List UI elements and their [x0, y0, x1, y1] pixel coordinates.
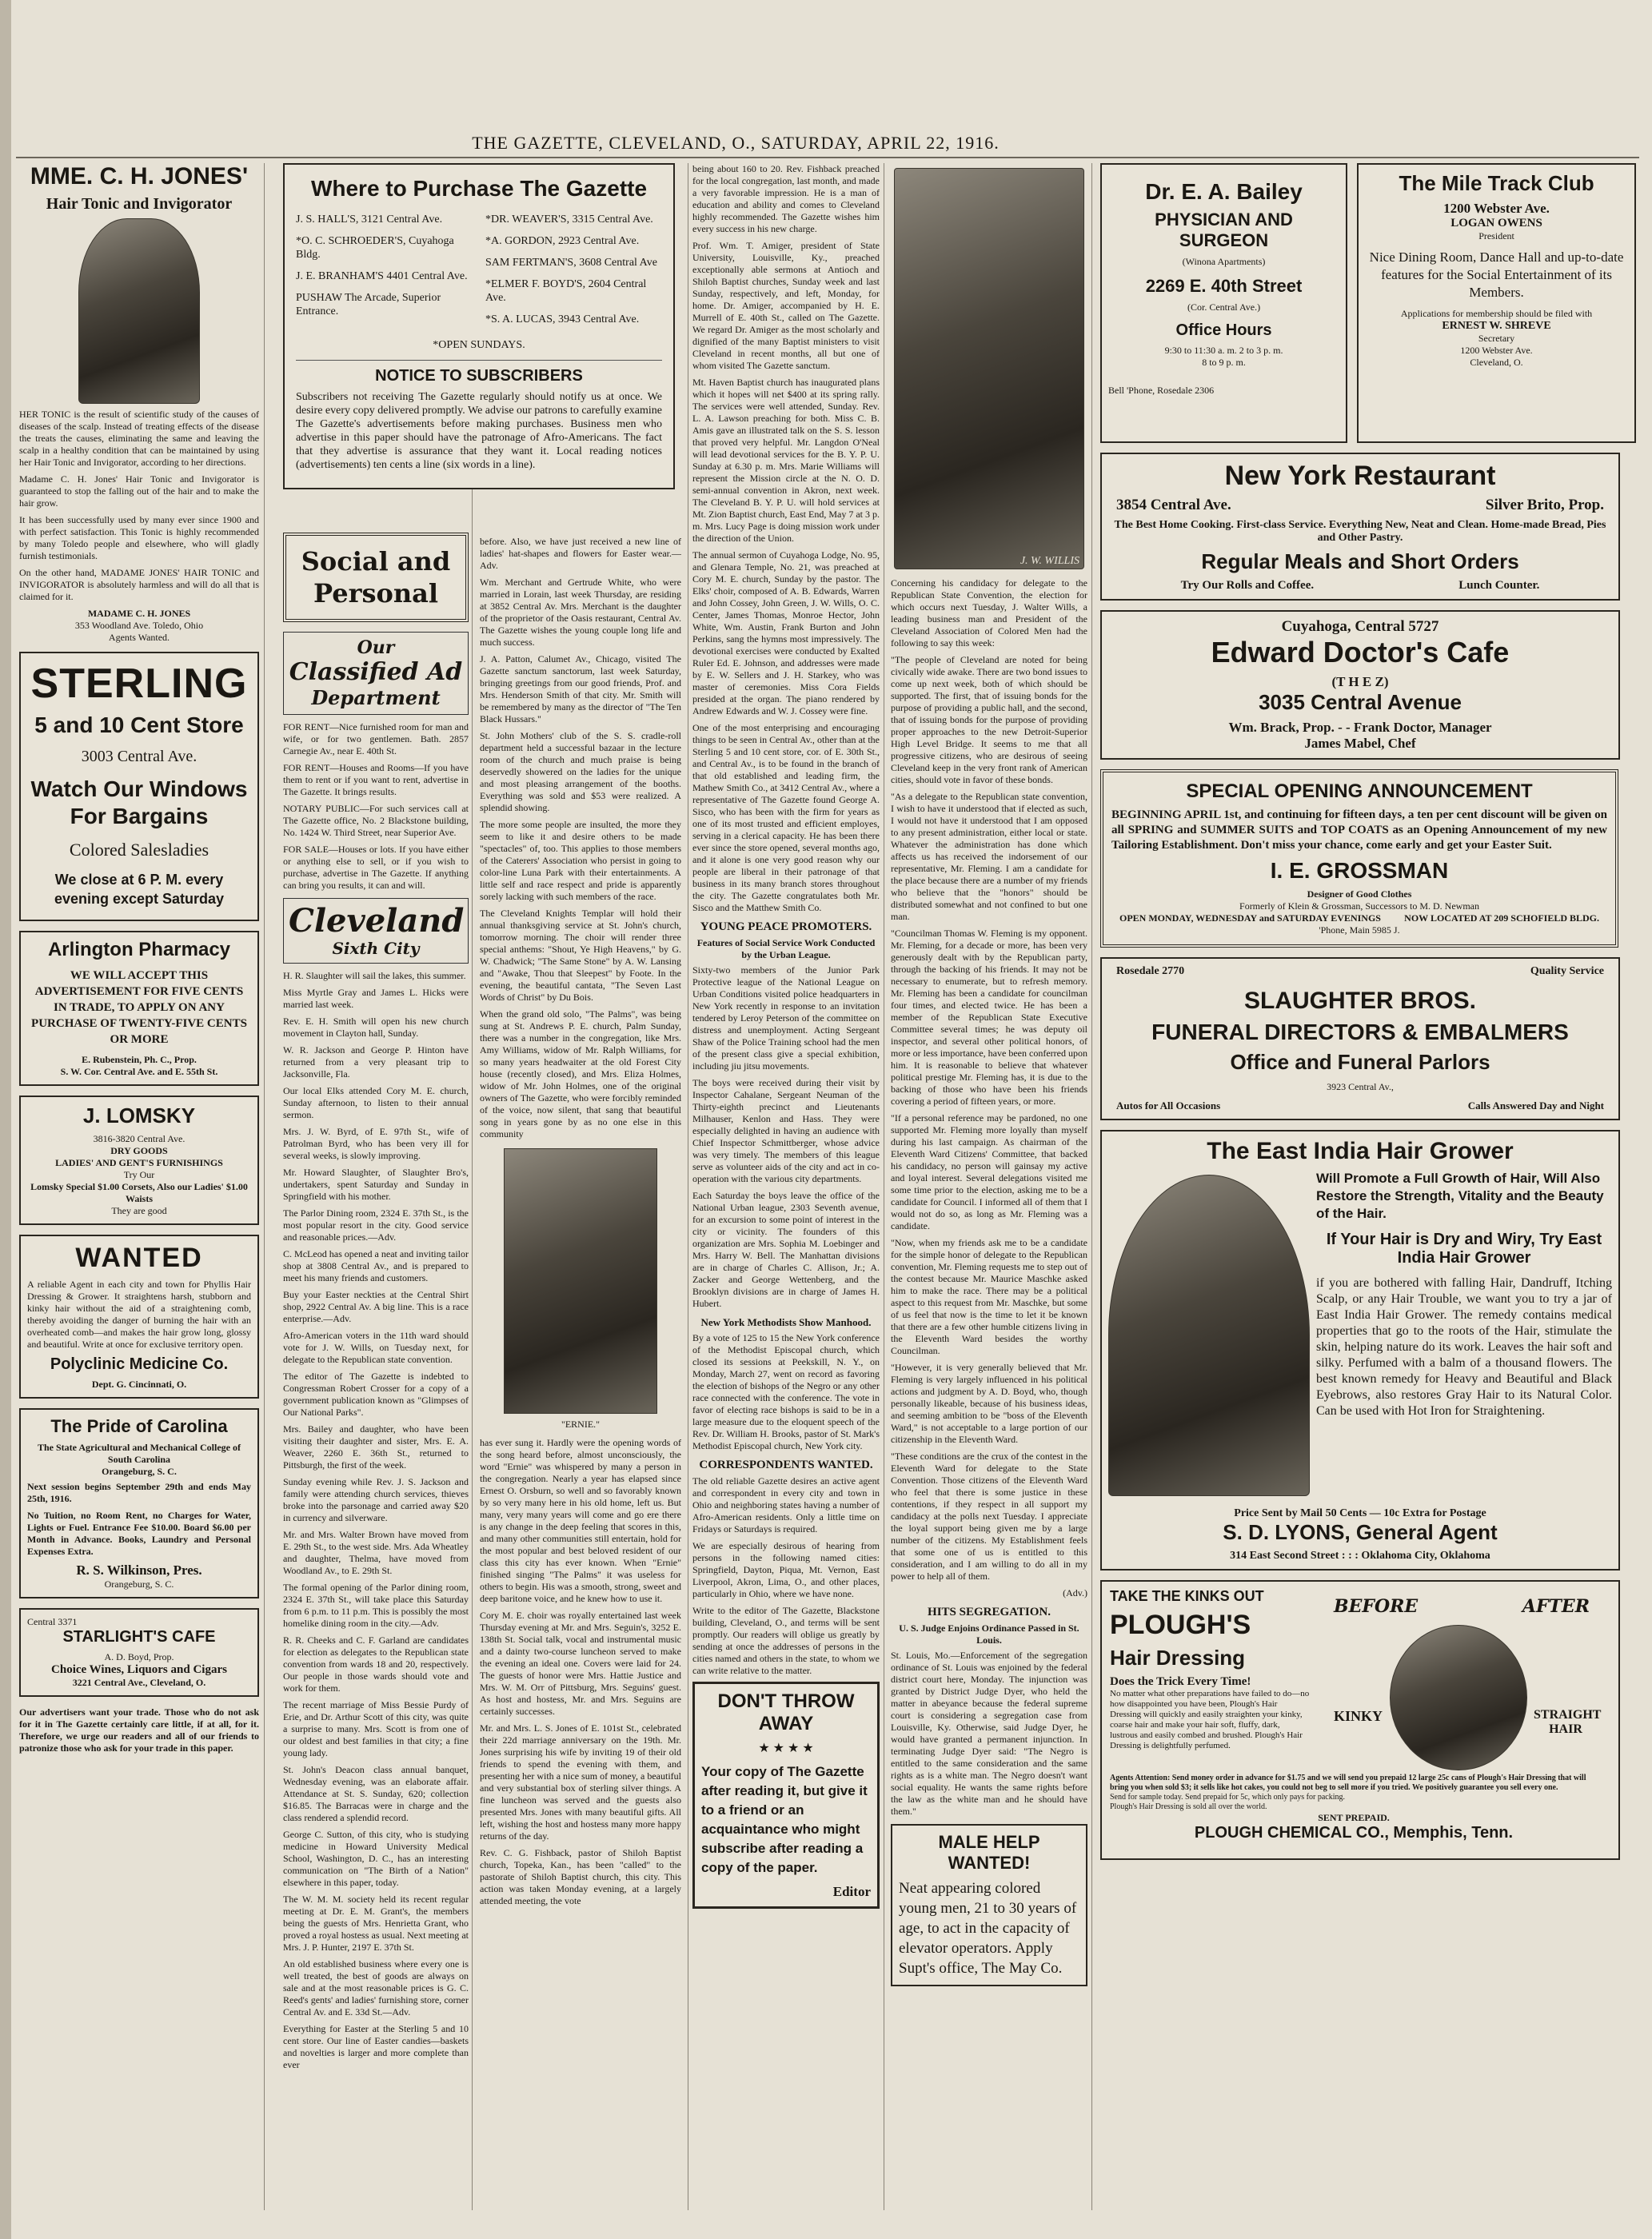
jones-title: MME. C. H. JONES'	[30, 163, 249, 190]
sterling-ad	[19, 652, 259, 921]
willis-body: "Councilman Thomas W. Fleming is my opponent. Mr. Fleming, for a decade or more, has been very generously dealt with by the Republican party, through the backing of his friends. It may not be necessary to enumerate, but to refresh memory. Mr. Fleming has been a candidate for councilman four times, and elected twice. He has been a member of the Republican State Executive Committee several times; he was deputy oil inspector, and several other political honors, of more or less importance, have been conferred upon him. It is reasonable to believe that whatever political prestige Mr. Fleming has, it is due to the backing of those who have been his friends covering a period of fifteen years, or more.	[891, 928, 1087, 1107]
cleveland-item: Rev. E. H. Smith will open his new church movement in Clayton hall, Sunday.	[283, 1016, 469, 1039]
slaughter-quality: Quality Service	[1530, 965, 1604, 977]
lomsky-address: 3816-3820 Central Ave.	[93, 1133, 186, 1144]
social-item: Cory M. E. choir was royally entertained last week Thursday evening at Mr. and Mrs. Seguin's, 3252 E. 138th St. Social talk, vocal and instrumental music and a dainty two-course luncheon served to make the evening an ideal one. Covers were laid for 24. The guests of honor were Mrs. Hattie Justice and Mrs. W. M. Orr of Pittsburg, Mrs. Seguins' guest. As host and hostess, Mr. and Mrs. Seguins are certainly successes.	[480, 1610, 681, 1717]
starlight-address: 3221 Central Ave., Cleveland, O.	[72, 1677, 206, 1688]
social-item: The annual sermon of Cuyahoga Lodge, No. 95, and Glenara Temple, No. 21, was preached at Cory M. E. church, Sunday by the pastor. The Elks' choir, composed of A. B. Edwards, Warren and John Cossey, John Green, J. W. Wills, O. C. Center, James Thomas, Monroe Hector, John White, Wm. Austin, Frank Burton and John Perkins, sang the hymns most impressively. The devotional exercises were conducted by Exalted Ruler Ed. E. Johnson, and addresses were made by E. W. Sellers and J. H. Starkey, who was master of ceremonies. Miss Cora Fields presided at the organ. The piano rendered by Andrew Edwards and W. J. Cossey were fine.	[692, 549, 880, 716]
cleveland-subtitle: Sixth City	[332, 939, 420, 958]
column-6	[1100, 163, 1636, 1870]
lomsky-line5: They are good	[111, 1205, 167, 1216]
lomsky-line1: DRY GOODS	[110, 1145, 168, 1156]
plough-name: PLOUGH'S	[1110, 1610, 1251, 1640]
purchase-location: *A. GORDON, 2923 Central Ave.	[485, 235, 640, 247]
eastindia-agent: S. D. LYONS, General Agent	[1223, 1520, 1498, 1544]
cleveland-item: H. R. Slaughter will sail the lakes, this summer.	[283, 970, 466, 981]
bailey-hours-2: 8 to 9 p. m.	[1202, 357, 1246, 368]
cleveland-item: The W. M. M. society held its recent regular meeting at Dr. E. M. Grant's, the members being the guests of Mrs. Henrietta Grant, who proved a royal hostess as usual. Next meeting at Mrs. J. P. Hunter, 2197 E. 37th St.	[283, 1894, 469, 1953]
throw-signature: Editor	[832, 1884, 871, 1899]
cleveland-item: R. R. Cheeks and C. F. Garland are candidates for election as delegates to the Republican state convention from wards 18 and 20, respectively. Our people in those wards should vote and work for them.	[283, 1634, 469, 1694]
column-3	[480, 536, 681, 1912]
cleveland-item: George C. Sutton, of this city, who is studying medicine in Howard University Medical School, Washington, D. C., has an interesting communication on "The Birth of a Nation" elsewhere in this paper, today.	[283, 1829, 469, 1888]
classified-heading	[283, 632, 469, 715]
social-item: J. A. Patton, Calumet Av., Chicago, visited The Gazette sanctum sanctorum, last week Saturday, bringing greetings from our good friends, Prof. and Mrs. Henderson Smith of that city. Mr. Smith will be remembered by many as the director of "The Ten Black Hussars."	[480, 653, 681, 724]
plough-kinks: TAKE THE KINKS OUT	[1110, 1588, 1264, 1604]
social-item: Wm. Merchant and Gertrude White, who were married in Lorain, last week Thursday, are residing at 3852 Central Av. Mrs. Merchant is the daughter of the proprietor of the Oasis restaurant, Central Av. The Gazette wishes the young couple long life and much success.	[480, 577, 681, 648]
purchase-list	[296, 213, 662, 334]
slaughter-bottom-row	[1108, 1100, 1612, 1112]
east-india-hair-grower-ad	[1100, 1130, 1620, 1570]
plough-text-column	[1110, 1588, 1310, 1751]
social-item: Prof. Wm. T. Amiger, president of State University, Louisville, Ky., preached exceptionally able sermons at Antioch and Shiloh Baptist churches, Sunday week and last Sunday, respectively, and left, Monday, for home. Dr. Amiger, accompanied by H. E. Murrell of E. 40th St., called on The Gazette. We regard Dr. Amiger as the most scholarly and dignified of the many Baptist ministers to visit Cleveland in recent months, all but one of whom visited The Gazette sanctum.	[692, 240, 880, 371]
cleveland-item: The editor of The Gazette is indebted to Congressman Robert Crosser for a copy of a government publication known as "Glimpses of Our National Parks".	[283, 1371, 469, 1418]
plough-company: PLOUGH CHEMICAL CO., Memphis, Tenn.	[1194, 1824, 1514, 1842]
carolina-place: Orangeburg, S. C.	[102, 1466, 177, 1477]
dont-throw-away-ad	[692, 1682, 880, 1909]
page-binding-edge	[0, 0, 11, 2239]
cleveland-item: The formal opening of the Parlor dining room, 2324 E. 37th St., will take place this Saturday from 6 p.m. to 11 p.m. This is possibly the most homelike dining room in the city.—Adv.	[283, 1582, 469, 1629]
purchase-area	[283, 163, 675, 499]
peace-title: YOUNG PEACE PROMOTERS.	[700, 920, 872, 933]
grossman-former: Formerly of Klein & Grossman, Successors to M. D. Newman	[1239, 900, 1479, 912]
column-5	[891, 163, 1087, 1996]
cleveland-item: Mrs. Bailey and daughter, who have been visiting their daughter and sister, Mrs. E. A. Weaver, 2260 E. 36th St., returned to Pittsburgh, the first of the week.	[283, 1423, 469, 1471]
classified-title-3: Department	[311, 686, 441, 709]
arlington-ad	[19, 931, 259, 1086]
willis-adv: (Adv.)	[1063, 1587, 1087, 1598]
slaughter-top-row	[1108, 965, 1612, 978]
notice-body: Subscribers not receiving The Gazette regularly should notify us at once. We desire every copy delivered promptly. We advise our patrons to carefully examine The Gazette's advertisements before making purchases. Business men who advertise in this paper should have the patronage of Afro-Americans. The fact that they advertise is assurance that they want it. Local reading notices (advertisements) ten cents a line (six words in a line).	[296, 391, 662, 471]
plough-hair-dressing-ad	[1100, 1580, 1620, 1860]
classified-item: NOTARY PUBLIC—For such services call at The Gazette office, No. 2 Blackstone building, No. 1424 W. Third Street, near Superior Ave.	[283, 803, 469, 838]
lomsky-title: J. LOMSKY	[82, 1104, 196, 1127]
advertisers-note: Our advertisers want your trade. Those who do not ask for it in The Gazette certainly care little, if at all, for it. Therefore, we urge our readers and all of our friends to patronize those who ask for your trade in this paper.	[19, 1706, 259, 1754]
plough-body: No matter what other preparations have failed to do—no how disappointed you have been, Plough's Hair Dressing will quickly and easily straighten your kinky, coarse hair and make your hair soft, fluffy, dark, lustrous and easily combed and brushed. Plough's Hair Dressing is delightfully perfumed.	[1110, 1689, 1310, 1750]
cleveland-item: C. McLeod has opened a neat and inviting tailor shop at 3808 Central Av., and is prepared to meet his many friends and customers.	[283, 1248, 469, 1283]
slaughter-phone: Rosedale 2770	[1116, 965, 1185, 977]
edward-doctor-cafe-ad	[1100, 610, 1620, 760]
new-york-restaurant-ad	[1100, 453, 1620, 601]
starlight-line: Choice Wines, Liquors and Cigars	[51, 1663, 227, 1676]
lomsky-line3: Try Our	[123, 1169, 155, 1180]
peace-body: The boys were received during their visit by Inspector Cahalane, Sergeant Neuman of the Thirty-eighth precinct and Lieutenants Milhauser, Kenlon and Hass. They were especially delighted in having an audience with Chief Inspector Schmittberger, whose advice was very timely. The members of this league serve as volunteer aids of the city and act in co-operation with the various city departments.	[692, 1077, 880, 1184]
segregation-body: St. Louis, Mo.—Enforcement of the segregation ordinance of St. Louis was enjoined by the federal district court here, Monday. The injunction was granted by District Judge Dyer, who held the matter in abeyance because the federal supreme court is considering a segregation case from Louisville, Ky. Otherwise, said Judge Dyer, he would have granted a permanent injunction. In terminating Judge Dyer said: "The Negro is entitled to the same consideration and the same rights as is a white man. The Negro doesn't want social equality. He wants the same rights before the law as the white man and he should have them."	[891, 1650, 1087, 1817]
plough-straight: STRAIGHT HAIR	[1534, 1708, 1602, 1736]
lomsky-line4: Lomsky Special $1.00 Corsets, Also our Ladies' $1.00 Waists	[30, 1181, 248, 1204]
plough-illustration	[1326, 1588, 1602, 1772]
purchase-left	[296, 213, 473, 334]
mile-president: President	[1478, 230, 1514, 241]
plough-after: AFTER	[1522, 1596, 1590, 1617]
eastindia-address: 314 East Second Street : : : Oklahoma City, Oklahoma	[1230, 1550, 1490, 1562]
peace-body: Each Saturday the boys leave the office of the National Urban league, 2303 Seventh avenue, for an excursion to some point of interest in the city or vicinity. The founders of this organization are Mrs. Sophia M. Loebinger and Mrs. Harry W. Bell. The Manhattan divisions are in charge of Charles C. Allison, Jr.; A. Zacker and George Wettenberg, and the Brooklyn divisions are in charge of James H. Hubert.	[692, 1190, 880, 1309]
wanted-ad	[19, 1235, 259, 1399]
doctor-phone: Cuyahoga, Central 5727	[1281, 618, 1439, 635]
purchase-title: Where to Purchase The Gazette	[310, 176, 648, 201]
social-item: When the grand old solo, "The Palms", was being sung at St. Andrews P. E. church, Palm Sunday, there was a number in the congregation, like Mrs. Amy Williams, widow of Mr. Ralph Williams, for so many years headwaiter at the old Forest City house (recently closed), and Mrs. Eliza Holmes, widow of Mr. John Holmes, one of the original owners of The Gazette, who were forcibly reminded of the voice, now silent, that sang that beautiful song in years gone by as no one else in this community	[480, 1008, 681, 1139]
throw-body: Your copy of The Gazette after reading it, but give it to a friend or an acquaintance who might subscribe after reading a copy of the paper.	[701, 1764, 868, 1875]
slaughter-address: 3923 Central Av.,	[1327, 1081, 1394, 1092]
eastindia-woman-photo	[1108, 1175, 1310, 1496]
mile-president-name: LOGAN OWENS	[1450, 217, 1542, 229]
purchase-location: J. S. HALL'S, 3121 Central Ave.	[296, 214, 443, 225]
classified-title-2: Classified Ad	[289, 658, 463, 686]
purchase-location: *ELMER F. BOYD'S, 2604 Central Ave.	[485, 278, 647, 304]
purchase-location: PUSHAW The Arcade, Superior Entrance.	[296, 292, 441, 317]
classified-item: FOR RENT—Nice furnished room for man and wife, or for two gentlemen. Bath. 2857 Carnegie Av., near E. 40th St.	[283, 721, 469, 756]
classified-title-1: Our	[357, 637, 395, 658]
bailey-corner: (Cor. Central Ave.)	[1187, 301, 1261, 313]
plough-product: Hair Dressing	[1110, 1646, 1246, 1670]
willis-body: "These conditions are the crux of the contest in the Eleventh Ward for delegate to the State Convention. Those citizens of the Eleventh Ward who feel that there is some justice in these contentions, if they respect in all support my candidacy at the polls next Tuesday. I appreciate the loyal support being given me by a large number of the citizens. My Establishment feels that some one of us is entitled to this consideration, and I am willing to do all in my power to help all of them.	[891, 1451, 1087, 1582]
throw-stars: ★ ★ ★ ★	[758, 1742, 814, 1755]
classified-item: FOR RENT—Houses and Rooms—If you have them to rent or if you want to rent, advertise in The Gazette. It brings results.	[283, 762, 469, 797]
sterling-colored: Colored Salesladies	[69, 840, 209, 860]
plough-face-illustration	[1390, 1625, 1527, 1770]
methodist-title: New York Methodists Show Manhood.	[700, 1316, 872, 1328]
nyr-line3b: Lunch Counter.	[1458, 579, 1540, 592]
cleveland-item: Mr. Howard Slaughter, of Slaughter Bro's, undertakers, spent Saturday and Sunday in Springfield with his mother.	[283, 1167, 469, 1202]
lomsky-ad	[19, 1096, 259, 1225]
nyr-prop: Silver Brito, Prop.	[1485, 497, 1604, 513]
cleveland-item: An old established business where every one is well treated, the best of goods are always on sale and at the most reasonable prices is G. C. Reed's gents' and ladies' furnishing store, corner Central Av. and E. 33d St.—Adv.	[283, 1958, 469, 2017]
cleveland-item: W. R. Jackson and George P. Hinton have returned from a very pleasant trip to Jacksonville, Fla.	[283, 1044, 469, 1080]
sterling-title: STERLING	[30, 661, 248, 707]
plough-kinky: KINKY	[1334, 1708, 1383, 1724]
eastindia-dry: If Your Hair is Dry and Wiry, Try East India Hair Grower	[1326, 1231, 1602, 1267]
social-item: Rev. C. G. Fishback, pastor of Shiloh Baptist church, Topeka, Kan., has been "called" to the pastorate of Shiloh Baptist church, this city. This action was taken Monday evening, at a largely attended meeting, the vote	[480, 1847, 681, 1906]
carolina-fees: No Tuition, no Room Rent, no Charges for Water, Lights or Fuel. Entrance Fee $10.00. Board $6.00 per Month in Advance. Books, Laundry and Personal Expenses Extra.	[27, 1510, 251, 1557]
plough-prepaid: SENT PREPAID.	[1318, 1812, 1390, 1823]
correspondents-title: CORRESPONDENTS WANTED.	[699, 1459, 873, 1471]
sterling-address: 3003 Central Ave.	[81, 748, 198, 765]
doctor-prop: Wm. Brack, Prop. - - Frank Doctor, Manager	[1228, 720, 1492, 735]
purchase-location: SAM FERTMAN'S, 3608 Central Ave	[485, 257, 657, 269]
bailey-hours-title: Office Hours	[1175, 321, 1272, 339]
mile-address: 1200 Webster Ave.	[1443, 201, 1550, 216]
mile-title: The Mile Track Club	[1399, 171, 1594, 195]
jones-address: 353 Woodland Ave. Toledo, Ohio	[74, 620, 204, 631]
eastindia-claim: Will Promote a Full Growth of Hair, Will Also Restore the Strength, Vitality and the Beauty of the Hair.	[1316, 1171, 1604, 1221]
slaughter-autos: Autos for All Occasions	[1116, 1100, 1221, 1112]
mile-track-ad	[1357, 163, 1636, 443]
column-1	[19, 163, 259, 1759]
male-help-body: Neat appearing colored young men, 21 to 30 years of age, to act in the capacity of elevator operators. Apply Supt's office, The May Co.	[899, 1880, 1077, 1977]
jones-agents: Agents Wanted.	[108, 632, 170, 643]
willis-body: "As a delegate to the Republican state convention, I wish to have it understood that if elected as such, I would not have it understood that I am opposed to any present administration, either local or state. Whatever the administration has done which affects us has received the indorsement of our representative, Mr. Fleming. I am a candidate for the place because there are a number of my friends who believe that the "honors" should be distributed somewhat and not confined to but one man.	[891, 791, 1087, 922]
bailey-name: Dr. E. A. Bailey	[1145, 179, 1303, 204]
plough-sold: Plough's Hair Dressing is sold all over the world.	[1110, 1802, 1267, 1811]
correspondents-body: Write to the editor of The Gazette, Blackstone building, Cleveland, O., and terms will be sent promptly. Our readers will oblige us greatly by sending at once the addresses of persons in the cities named and others in the state, to whom we can write relative to the matter.	[692, 1605, 880, 1676]
grossman-ad	[1100, 769, 1618, 948]
nyr-line3-row	[1108, 579, 1612, 593]
bailey-apartments: (Winona Apartments)	[1182, 256, 1266, 267]
peace-subtitle: Features of Social Service Work Conducted by the Urban League.	[696, 937, 876, 960]
cleveland-item: Miss Myrtle Gray and James L. Hicks were married last week.	[283, 987, 469, 1010]
willis-body: "Now, when my friends ask me to be a candidate for the simple honor of delegate to the Republican convention, Mr. Fleming requests me to step out of the contest because Mr. Maurice Maschke asked him to make the race. There may be a political aspect to this request from Mr. Maschke, but some of us feel that now is the time to let it be known that there are a few other humble citizens living in the Eleventh Ward besides the worthy Councilman.	[891, 1237, 1087, 1356]
lomsky-line2: LADIES' AND GENT'S FURNISHINGS	[55, 1157, 223, 1168]
cleveland-item: Afro-American voters in the 11th ward should vote for J. W. Wills, on Tuesday next, for delegate to the Republican state convention.	[283, 1330, 469, 1365]
starlight-ad	[19, 1608, 259, 1697]
willis-body: "However, it is very generally believed that Mr. Fleming is very largely influenced in his political actions and judgment by A. D. Boyd, who, though personally likeable, because of his business ideas, and seeming ambition to be "boss of the Eleventh Ward," is not acceptable to a large portion of our citizenship in the Eleventh Ward.	[891, 1362, 1087, 1445]
plough-bottom	[1110, 1774, 1598, 1847]
social-item: Mt. Haven Baptist church has inaugurated plans which it hopes will net $400 at its spring rally. The services were well attended, Sunday. Rev. L. A. Lawson preaching for both. Miss C. B. Amis gave an illustrated talk on the S. S. lesson that proved very helpful. Mr. Langdon O'Neal will lead devotional services for the B. Y. P. U. Sunday at 6.30 p. m. Mrs. Marie Williams will represent the Mission circle at the N. O. D. semi-annual convention in Akron, next week. The Cleveland B. Y. P. U. will hold services at Mt. Zion Baptist church, East End, May 7 at 3 p. m. Mrs. Lucy Page is doing mission work under the direction of the Union.	[692, 377, 880, 544]
grossman-phone: 'Phone, Main 5985 J.	[1319, 924, 1400, 936]
purchase-location: *DR. WEAVER'S, 3315 Central Ave.	[485, 214, 653, 225]
bailey-hours-1: 9:30 to 11:30 a. m. 2 to 3 p. m.	[1164, 345, 1283, 356]
methodist-body: By a vote of 125 to 15 the New York conference of the Methodist Episcopal church, which closed its sessions at Peekskill, N. Y., on Monday, March 27, went on record as favoring the election of bishops of the Negro or any other race connected with the conference. The vote in favor of electing race bishops is said to be in a large measure due to the eloquent speech of the Rev. Dr. William H. Brooks, pastor of St. Mark's Methodist Episcopal church, New York city.	[692, 1332, 880, 1451]
slaughter-calls: Calls Answered Day and Night	[1467, 1100, 1604, 1112]
wanted-title: WANTED	[75, 1243, 203, 1273]
cleveland-title: Cleveland	[289, 902, 465, 940]
plough-sample: Send for sample today. Send prepaid for 5c, which only pays for packing.	[1110, 1793, 1345, 1802]
segregation-subtitle: U. S. Judge Enjoins Ordinance Passed in St. Louis.	[899, 1622, 1079, 1646]
classified-item: FOR SALE—Houses or lots. If you have either or anything else to sell, or if you wish to purchase, advertise in The Gazette. If anything can bring you results, it can and will.	[283, 844, 469, 891]
bailey-address: 2269 E. 40th Street	[1145, 276, 1303, 296]
slaughter-subtitle: FUNERAL DIRECTORS & EMBALMERS	[1151, 1020, 1569, 1044]
cleveland-item: Everything for Easter at the Sterling 5 and 10 cent store. Our line of Easter candies—baskets and novelties is larger and more complete than ever	[283, 2023, 469, 2070]
column-2	[283, 528, 469, 2076]
ernie-portrait-photo	[504, 1148, 657, 1414]
purchase-open-sundays: *OPEN SUNDAYS.	[433, 339, 525, 351]
plough-agents: Agents Attention: Send money order in advance for $1.75 and we will send you prepaid 12 large 25c cans of Plough's Hair Dressing that will bring you when sold $3; it sells like hot cakes, you could not beg to sell more if you tried. We positively guarantee you sell every one.	[1110, 1774, 1586, 1792]
jones-p2: Madame C. H. Jones' Hair Tonic and Invigorator is guaranteed to stop the falling out of the hair and to make the hair grow.	[19, 473, 259, 509]
bailey-title: PHYSICIAN AND SURGEON	[1155, 210, 1293, 250]
peace-body: Sixty-two members of the Junior Park Protective league of the National League on Urban Conditions visited police headquarters in New York recently in response to an invitation tendered by Leroy Peterson of the committee on distress and unemployment. Acting Sergeant Shaw of the Police Training school had the men of the present class give a special exhibition, including jiu jitsu movements.	[692, 964, 880, 1072]
bailey-ad	[1100, 163, 1347, 443]
sterling-watch: Watch Our Windows For Bargains	[30, 776, 248, 828]
mile-body: Nice Dining Room, Dance Hall and up-to-date features for the Social Entertainment of its Members.	[1369, 249, 1624, 300]
wanted-dept: Dept. G. Cincinnati, O.	[91, 1379, 187, 1390]
carolina-ad	[19, 1408, 259, 1598]
starlight-phone: Central 3371	[27, 1616, 78, 1627]
carolina-president: R. S. Wilkinson, Pres.	[76, 1563, 202, 1578]
social-item: St. John Mothers' club of the S. S. cradle-roll department held a successful bazaar in the lecture room of the church and much praise is being deservedly showered on the ladies for the unique and most pleasing arrangement of the booths. Everything was sold and $53 were realized. A splendid showing.	[480, 730, 681, 813]
nyr-line2: Regular Meals and Short Orders	[1201, 549, 1519, 573]
grossman-subtitle: Designer of Good Clothes	[1307, 888, 1412, 900]
mile-apply: Applications for membership should be filed with	[1400, 308, 1593, 319]
column-rule	[264, 163, 265, 2210]
jones-p3: It has been successfully used by many ever since 1900 and with perfect satisfaction. This Tonic is highly recommended by many Toledo people and elsewhere, who will gladly furnish testimonials.	[19, 514, 259, 561]
jones-subtitle: Hair Tonic and Invigorator	[46, 195, 233, 213]
carolina-body: The State Agricultural and Mechanical College of South Carolina	[38, 1442, 241, 1465]
cleveland-item: The recent marriage of Miss Bessie Purdy of Erie, and Dr. Arthur Scott of this city, was quite a surprise to many. Mrs. Scott is from one of our oldest and best families in that city; a fine young lady.	[283, 1699, 469, 1758]
column-4	[692, 163, 880, 1918]
column-rule	[1091, 163, 1092, 2210]
grossman-body: BEGINNING APRIL 1st, and continuing for fifteen days, a ten per cent discount will be given on all SPRING and SUMMER SUITS and TOP COATS as an Opening Announcement of my new Tailoring Establishment. Don't miss your chance, come early and get your Easter Suit.	[1111, 808, 1607, 852]
carolina-title: The Pride of Carolina	[50, 1416, 228, 1436]
male-help-ad	[891, 1824, 1087, 1986]
correspondents-body: The old reliable Gazette desires an active agent and correspondent in every city and town in Ohio and neighboring states having a number of Afro-American residents. Only a little time on Fridays or Saturdays is required.	[692, 1475, 880, 1535]
header-rule	[16, 157, 1639, 158]
segregation-title: HITS SEGREGATION.	[928, 1606, 1051, 1618]
social-item: has ever sung it. Hardly were the opening words of the song heard before, almost unconsciously, the word "Ernie" was whispered by many a person in the congregation. Nearly a year has elapsed since Ernest O. Orsburn, so well and so favorably known by so very many here in his old home, left us. But many, very many years will come and go ere there is any change in the deep feeling that scores in this, and many other communities still entertain, hold for the most popular and best beloved resident of our class this city has ever known. When "Ernie" finished singing "The Palms" it was useless for others to begin. His was a smooth, strong, sweet and deep baritone voice, and he knew how to use it.	[480, 1437, 681, 1604]
plough-trick: Does the Trick Every Time!	[1110, 1675, 1251, 1688]
grossman-name: I. E. GROSSMAN	[1270, 858, 1449, 883]
social-heading-box	[283, 533, 469, 622]
purchase-location: J. E. BRANHAM'S 4401 Central Ave.	[296, 270, 468, 282]
purchase-location: *O. C. SCHROEDER'S, Cuyahoga Bldg.	[296, 235, 454, 261]
social-item: The more some people are insulted, the more they seem to like it and desire others to be made "spectacles" of, too. This applies to those members of the Caterers' Association who persist in going to color-line Luna Park with their entertainments. A little self and race respect and pride is apparently sorely lacking with such members of the race.	[480, 819, 681, 902]
notice-title: NOTICE TO SUBSCRIBERS	[296, 360, 662, 385]
nyr-line3a: Try Our Rolls and Coffee.	[1180, 579, 1315, 592]
mile-city: Cleveland, O.	[1470, 357, 1523, 368]
sterling-subtitle: 5 and 10 Cent Store	[34, 712, 244, 737]
cleveland-item: Mrs. J. W. Byrd, of E. 97th St., wife of Patrolman Byrd, who has been very ill for several weeks, is slowly improving.	[283, 1126, 469, 1161]
social-item: The Cleveland Knights Templar will hold their annual thanksgiving service at St. John's church, tomorrow morning. The choir will render three special anthems: "Shout, Ye High Heavens," by G. W. Chadwick; "The Same Stone" by A. W. Lansing and "Awake, Thou that Sleepest" by Foote. In the evening, the beautiful cantata, "The Seven Last Words of Christ" by Du Bois.	[480, 908, 681, 1003]
doctor-address: 3035 Central Avenue	[1259, 690, 1462, 714]
jones-portrait-photo	[78, 218, 200, 404]
jones-signature: MADAME C. H. JONES	[87, 608, 191, 619]
purchase-box	[283, 163, 675, 489]
grossman-info-row	[1111, 912, 1607, 924]
social-item: being about 160 to 20. Rev. Fishback preached for the local congregation, last month, and made a very favorable impression. He is a man of education and ability and comes to Cleveland highly recommended. The Gazette wishes him every success in his new charge.	[692, 163, 880, 234]
jones-p4: On the other hand, MADAME JONES' HAIR TONIC and INVIGORATOR is absolutely harmless and will do all that is claimed for it.	[19, 567, 259, 602]
wanted-body: A reliable Agent in each city and town for Phyllis Hair Dressing & Grower. It straightens harsh, stubborn and kinky hair without the aid of a straightening comb, thereby avoiding the danger of burning the hair with an overheated comb—and makes the hair grow long, glossy and beautiful. Write at once for exclusive territory open.	[27, 1279, 251, 1350]
eastindia-text	[1316, 1170, 1612, 1501]
ernie-caption: "ERNIE."	[561, 1419, 601, 1430]
nyr-title: New York Restaurant	[1224, 461, 1496, 491]
slaughter-title: SLAUGHTER BROS.	[1243, 988, 1476, 1014]
purchase-right	[485, 213, 662, 334]
mile-secretary: Secretary	[1478, 333, 1515, 344]
grossman-located: NOW LOCATED AT 209 SCHOFIELD BLDG.	[1404, 912, 1599, 924]
social-item: before. Also, we have just received a new line of ladies' hat-shapes and flowers for Easter wear.—Adv.	[480, 536, 681, 571]
doctor-title: Edward Doctor's Cafe	[1211, 636, 1510, 669]
eastindia-content	[1108, 1170, 1612, 1501]
nyr-address: 3854 Central Ave.	[1116, 497, 1231, 513]
cleveland-item: Mr. and Mrs. Walter Brown have moved from E. 29th St., to the west side. Mrs. Ada Wheatley and daughter, Thelma, have moved from Woodland Av., to E. 29th St.	[283, 1529, 469, 1576]
slaughter-bros-ad	[1100, 957, 1620, 1120]
arlington-address: S. W. Cor. Central Ave. and E. 55th St.	[60, 1066, 218, 1077]
jones-p1: HER TONIC is the result of scientific study of the causes of diseases of the scalp. Instead of treating effects of the disease the treats the causes, eliminating the same and leaving the scalp in a healthy condition that can be maintained by using her Hair Tonic and Invigorator, according to her directions.	[19, 409, 259, 468]
sterling-close: We close at 6 P. M. every evening except Saturday	[54, 872, 225, 907]
willis-portrait-drawing	[894, 168, 1084, 569]
social-item: One of the most enterprising and encouraging things to be seen in Central Av., other than at the Sterling 5 and 10 cent store, cor. of E. 30th St., and Central Av., is to be found in the branch of that old established and leading firm, the Mathew Smith Co., at 3412 Central Av., where a representative of The Gazette found George A. Sisco, who has been with the firm for years as one of its most trusted and efficient employes, serving in a clerical capacity. He has been there ever since the store opened, several months ago, and it alone is one very good reason why our people are liberal in their patronage of that business in its many branch stores throughout the city. The Gazette congratulates both Mr. Sisco and the Matthew Smith Co.	[692, 722, 880, 913]
willis-body: Concerning his candidacy for delegate to the Republican State Convention, the election for which occurs next Tuesday, J. Walter Wills, a leading business man and President of the Cleveland Association of Colored Men had the following to say this week:	[891, 577, 1087, 649]
eastindia-title: The East India Hair Grower	[1207, 1138, 1514, 1164]
correspondents-body: We are especially desirous of hearing from persons in the following named cities: Springfield, Dayton, Piqua, Mt. Vernon, East Liverpool, Akron, Lima, O., and other places, particularly in Ohio, where we have none.	[692, 1540, 880, 1599]
slaughter-subtitle-2: Office and Funeral Parlors	[1230, 1050, 1490, 1074]
cleveland-item: Sunday evening while Rev. J. S. Jackson and family were attending church services, thieves broke into the parsonage and carried away $20 in currency and silverware.	[283, 1476, 469, 1523]
mile-address-2: 1200 Webster Ave.	[1460, 345, 1533, 356]
arlington-title: Arlington Pharmacy	[47, 939, 231, 960]
willis-caption: J. W. WILLIS	[1020, 555, 1079, 567]
top-ads-row	[1100, 163, 1636, 453]
social-item: Mr. and Mrs. L. S. Jones of E. 101st St., celebrated their 22d marriage anniversary on the 19th. Mr. Jones surprising his wife by inviting 19 of their old friends to spend the evening with them, and presenting her with a nice sum of money, a beautiful and very substantial box of sterling silver things. A fine luncheon was served and the guests also presented Mrs. Jones with many beautiful gifts. All left, wishing the host and hostess many more happy returns of the day.	[480, 1722, 681, 1842]
throw-title: DON'T THROW AWAY	[717, 1690, 855, 1734]
male-help-title: MALE HELP WANTED!	[938, 1832, 1040, 1873]
carolina-president-place: Orangeburg, S. C.	[104, 1578, 174, 1590]
cleveland-item: Our local Elks attended Cory M. E. church, Sunday afternoon, to listen to their annual sermon.	[283, 1085, 469, 1120]
cleveland-heading	[283, 898, 469, 964]
cleveland-item: Buy your Easter neckties at the Central Shirt shop, 2922 Central Av. A big line. This is a race enterprise.—Adv.	[283, 1289, 469, 1324]
willis-body: "If a personal reference may be pardoned, no one supported Mr. Fleming more loyally than myself during his last campaign. As chairman of the Eleventh Ward Citizens' Committee, that backed his candidacy, no person will gainsay my active and loyal interest. Several delegations visited me some time prior to the election, asking me to be a candidate for Council. I informed all of them that I would not do so, as long as Mr. Fleming was a candidate.	[891, 1112, 1087, 1231]
eastindia-body: if you are bothered with falling Hair, Dandruff, Itching Scalp, or any Hair Trouble, we want you to try a jar of East India Hair Grower. The remedy contains medical properties that go to the roots of the Hair, stimulate the skin, helping nature do its work. Leaves the hair soft and silky. Perfumed with a balm of a thousand flowers. The best known remedy for Heavy and Beautiful and Black Eyebrows, also restores Gray Hair to its Natural Color. Can be used with Hot Iron for Straightening.	[1316, 1276, 1612, 1418]
plough-before: BEFORE	[1334, 1596, 1419, 1617]
starlight-prop: A. D. Boyd, Prop.	[104, 1651, 174, 1662]
masthead-line: THE GAZETTE, CLEVELAND, O., SATURDAY, APRIL 22, 1916.	[472, 133, 1000, 153]
arlington-body: WE WILL ACCEPT THIS ADVERTISEMENT FOR FIVE CENTS IN TRADE, TO APPLY ON ANY PURCHASE OF TWENTY-FIVE CENTS OR MORE	[31, 969, 247, 1046]
grossman-title: SPECIAL OPENING ANNOUNCEMENT	[1186, 780, 1533, 802]
wanted-company: Polyclinic Medicine Co.	[50, 1355, 229, 1373]
social-title: Social and Personal	[301, 546, 451, 609]
cleveland-item: The Parlor Dining room, 2324 E. 37th St., is the most popular resort in the city. Good service and reasonable prices.—Adv.	[283, 1207, 469, 1243]
mile-secretary-name: ERNEST W. SHREVE	[1442, 320, 1551, 332]
cleveland-item: St. John's Deacon class annual banquet, Wednesday evening, was an elaborate affair. Attendance at St. S. Sunday, 620; collection $16.85. The Barracas were in charge and the class rendered a splendid record.	[283, 1764, 469, 1823]
nyr-address-row	[1108, 497, 1612, 514]
doctor-chef: James Mabel, Chef	[1304, 736, 1416, 751]
eastindia-price: Price Sent by Mail 50 Cents — 10c Extra for Postage	[1234, 1507, 1486, 1519]
arlington-prop: E. Rubenstein, Ph. C., Prop.	[82, 1054, 197, 1065]
purchase-location: *S. A. LUCAS, 3943 Central Ave.	[485, 313, 640, 325]
starlight-title: STARLIGHT'S CAFE	[62, 1628, 216, 1646]
grossman-open: OPEN MONDAY, WEDNESDAY and SATURDAY EVENINGS	[1119, 912, 1381, 924]
bailey-phone: Bell 'Phone, Rosedale 2306	[1108, 385, 1215, 396]
nyr-line1: The Best Home Cooking. First-class Service. Everything New, Neat and Clean. Home-made Bread, Pies and Other Pastry.	[1114, 519, 1606, 544]
doctor-thez: (T H E Z)	[1331, 674, 1389, 689]
carolina-term: Next session begins September 29th and ends May 25th, 1916.	[27, 1481, 251, 1504]
willis-body: "The people of Cleveland are noted for being civically wide awake. There are two bond issues to come up next week, both of which should be supported. The first, that of issuing bonds for the purpose of providing a public hall, and the second, that of issuing bonds for the purpose of providing proper approaches to the new Detroit-Superior High Level Bridge. It seems to me that all progressive citizens, who are desirous of seeing Cleveland keep in the very front rank of American cities, should vote in favor of these bonds.	[891, 654, 1087, 785]
